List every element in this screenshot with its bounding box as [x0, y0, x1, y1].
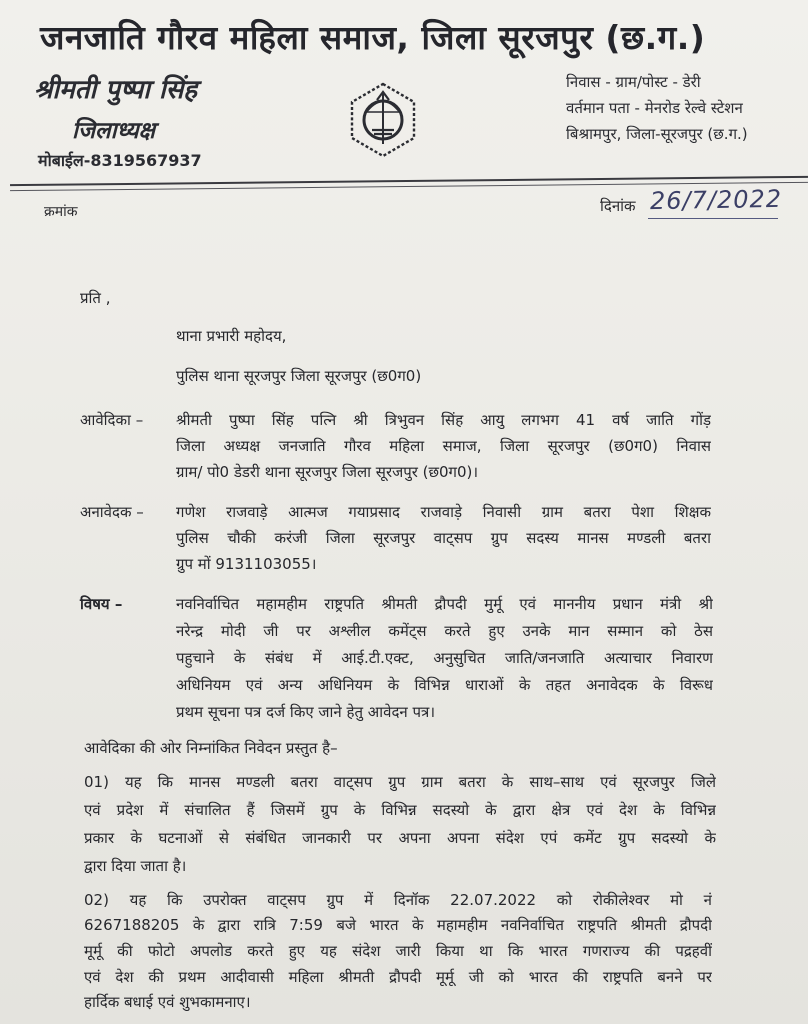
applicant-line: श्रीमती पुष्पा सिंह पत्नि श्री त्रिभुवन सिंह आयु लगभग 41 वर्ष जाति गोंड़ — [176, 411, 711, 429]
address-line-1: निवास - ग्राम/पोस्ट - डेरी — [566, 73, 701, 91]
subject-label: विषय – — [80, 595, 123, 613]
intro-line: आवेदिका की ओर निम्नांकित निवेदन प्रस्तुत है– — [84, 739, 338, 757]
para2-line: मूर्मू की फोटो अपलोड करते हुए यह संदेश जारी किया था कि भारत गणराज्य की पद्रहवीं — [84, 942, 712, 960]
para2-line: 6267188205 के द्वारा रात्रि 7:59 बजे भारत के महामहीम नवनिर्वाचित राष्ट्रपति श्रीमती द्रौपदी — [84, 916, 712, 934]
applicant-label: आवेदिका – — [80, 411, 144, 429]
handwritten-date: 26/7/2022 — [649, 184, 783, 216]
officer-name: श्रीमती पुष्पा सिंह — [34, 75, 198, 105]
recipient-line-1: थाना प्रभारी महोदय, — [176, 327, 287, 345]
para1-line: एवं प्रदेश में संचालित हैं जिसमें ग्रुप के विभिन्न सदस्यो के द्वारा क्षेत्र एवं देश के विभिन्न — [84, 801, 716, 819]
respondent-line: गणेश राजवाड़े आत्मज गयाप्रसाद राजवाड़े निवासी ग्राम बतरा पेशा शिक्षक — [176, 503, 711, 521]
recipient-line-2: पुलिस थाना सूरजपुर जिला सूरजपुर (छ0ग0) — [176, 367, 422, 385]
respondent-line: पुलिस चौकी करंजी जिला सूरजपुर वाट्सप ग्रुप सदस्य मानस मण्डली बतरा — [176, 529, 711, 547]
respondent-label: अनावेदक – — [80, 503, 144, 521]
applicant-line: ग्राम/ पो0 डेडरी थाना सूरजपुर जिला सूरजपुर (छ0ग0)। — [176, 463, 479, 481]
subject-line: नरेन्द्र मोदी जी पर अश्लील कमेंट्स करते हुए उनके मान सम्मान को ठेस — [176, 622, 713, 640]
org-name: जनजाति गौरव महिला समाज, जिला सूरजपुर (छ.ग.) — [40, 18, 706, 57]
subject-line: नवनिर्वाचित महामहीम राष्ट्रपति श्रीमती द्रौपदी मुर्मू एवं माननीय प्रधान मंत्री श्री — [176, 595, 713, 613]
subject-line: पहुचाने के संबंध में आई.टी.एक्ट, अनुसुचित जाति/जनजाति अत्याचार निवारण — [176, 649, 713, 667]
officer-mobile: मोबाईल-8319567937 — [38, 151, 202, 170]
respondent-line: ग्रुप मों 9131103055। — [176, 555, 317, 573]
date-underline — [648, 218, 778, 219]
header-divider — [10, 176, 808, 186]
bow-arrow-emblem-icon — [344, 80, 422, 160]
address-line-3: बिश्रामपुर, जिला-सूरजपुर (छ.ग.) — [566, 125, 748, 143]
para2-line: एवं देश की प्रथम आदीवासी महिला श्रीमती द्रौपदी मूर्मू जी को भारत की राष्ट्रपति बनने पर — [84, 968, 712, 986]
para2-line: हार्दिक बधाई एवं शुभकामनाए। — [84, 993, 251, 1011]
prati: प्रति , — [80, 289, 111, 307]
para1-line: प्रकार के घटनाओं से संबंधित जानकारी पर अपना अपना संदेश एपं कमेंट ग्रुप सदस्यो के — [84, 829, 716, 847]
para1-line: 01) यह कि मानस मण्डली बतरा वाट्सप ग्रुप ग्राम बतरा के साथ–साथ एवं सूरजपुर जिले — [84, 773, 716, 791]
applicant-line: जिला अध्यक्ष जनजाति गौरव महिला समाज, जिला सूरजपुर (छ0ग0) निवास — [176, 437, 711, 455]
subject-line: प्रथम सूचना पत्र दर्ज किए जाने हेतु आवेदन पत्र। — [176, 703, 436, 721]
officer-title: जिलाध्यक्ष — [72, 118, 156, 144]
kramank-label: क्रमांक — [44, 204, 78, 220]
para1-line: द्वारा दिया जाता है। — [84, 857, 187, 875]
subject-line: अधिनियम एवं अन्य अधिनियम के विभिन्न धाराओं के तहत अनावेदक के विरूध — [176, 676, 713, 694]
dinank-label: दिनांक — [600, 197, 636, 215]
address-line-2: वर्तमान पता - मेनरोड रेल्वे स्टेशन — [566, 99, 743, 117]
para2-line: 02) यह कि उपरोक्त वाट्सप ग्रुप में दिनॉक 22.07.2022 को रोकीलेश्वर मो नं — [84, 891, 712, 909]
